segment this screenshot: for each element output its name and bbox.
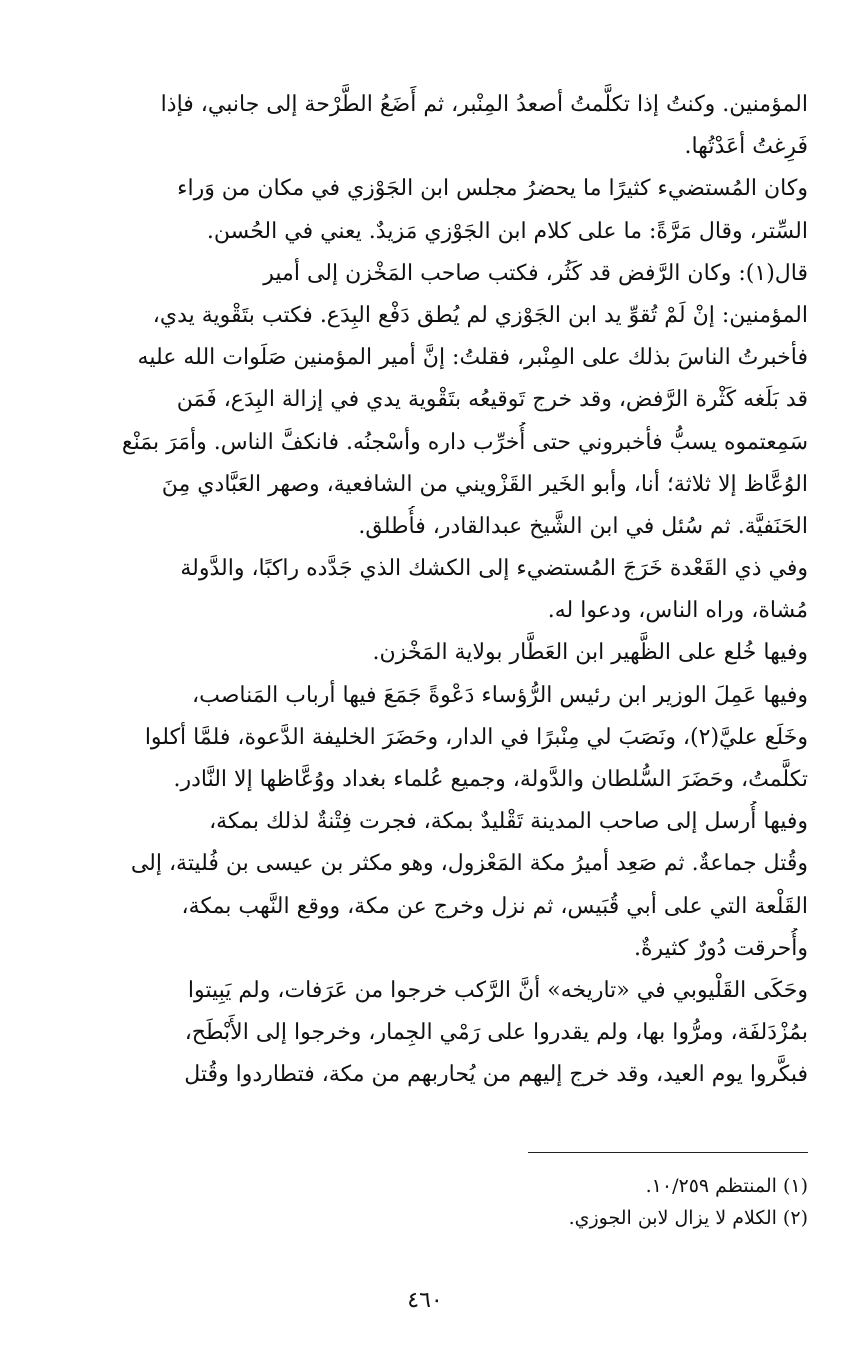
text-line: المؤمنين. وكنتُ إذا تكلَّمتُ أصعدُ المِنْبر، ثم أَضَعُ الطَّرْحة إلى جانبي، فإذا xyxy=(160,92,808,117)
text-line: وفيها أُرسل إلى صاحب المدينة تَقْليدٌ بمكة، فجرت فِتْنةٌ لذلك بمكة، xyxy=(209,809,808,835)
text-line: وحَكَى القَلْيوبي في «تاريخه» أنَّ الرَّكب خرجوا من عَرَفات، ولم يَبِيتوا xyxy=(187,977,808,1003)
text-line: وأُحرقت دُورٌ كثيرةٌ. xyxy=(633,935,808,961)
text-line: مُشاة، وراه الناس، ودعوا له. xyxy=(547,598,808,624)
text-line: السِّتر، وقال مَرَّةً: ما على كلام ابن الجَوْزي مَزيدٌ. يعني في الحُسن. xyxy=(206,218,808,244)
page-number: ٤٦٠ xyxy=(407,1288,443,1313)
text-line: وقُتل جماعةٌ. ثم صَعِد أميرُ مكة المَعْزول، وهو مكثر بن عيسى بن فُليتة، إلى xyxy=(130,851,808,877)
text-line: وخَلَع عليَّ(٢)، ونَصَبَ لي مِنْبرًا في الدار، وحَضَرَ الخليفة الدَّعوة، فلمَّا أكلوا xyxy=(144,724,808,750)
text-line: فبكَّروا يوم العيد، وقد خرج إليهم من يُحاربهم من مكة، فتطاردوا وقُتل xyxy=(184,1062,808,1088)
footnotes xyxy=(300,1170,808,1234)
text-line: تكلَّمتُ، وحَضَرَ السُّلطان والدَّولة، وجميع عُلماء بغداد ووُعَّاظها إلا النَّادر. xyxy=(173,767,808,792)
text-line: وكان المُستضيء كثيرًا ما يحضرُ مجلس ابن الجَوْزي في مكان من وَراء xyxy=(177,176,808,202)
text-line: المؤمنين: إنْ لَمْ تُقوِّ يد ابن الجَوْزي لم يُطق دَفْع البِدَع. فكتب بتَقْوية يدي، xyxy=(152,302,808,328)
footnote-item: (٢) الكلام لا يزال لابن الجوزي. xyxy=(568,1207,808,1229)
main-text xyxy=(40,84,808,1097)
text-line: وفيها عَمِلَ الوزير ابن رئيس الرُّؤساء دَعْوةً جَمَعَ فيها أرباب المَناصب، xyxy=(192,682,808,708)
text-line: سَمِعتموه يسبُّ فأخبروني حتى أُخرِّب داره وأسْجنُه. فانكفَّ الناس. وأمَرَ بمَنْع xyxy=(121,429,808,455)
text-line: وفيها خُلع على الظَّهير ابن العَطَّار بولاية المَخْزن. xyxy=(372,640,808,666)
text-line: فأخبرتُ الناسَ بذلك على المِنْبر، فقلتُ: إنَّ أمير المؤمنين صَلَوات الله عليه xyxy=(137,345,808,371)
text-line: الوُعَّاظ إلا ثلاثة؛ أنا، وأبو الخَير القَزْويني من الشافعية، وصهر العَبَّادي مِنَ xyxy=(161,471,808,497)
text-line: فَرِغتُ أعَدْتُها. xyxy=(684,134,808,160)
text-line: القَلْعة التي على أبي قُبَيس، ثم نزل وخرج عن مكة، ووقع النَّهب بمكة، xyxy=(181,893,808,919)
text-line: قد بَلَغه كَثْرة الرَّفض، وقد خرج تَوقيعُه بتَقْوية يدي في إزالة البِدَع، فَمَن xyxy=(176,387,808,413)
footnote-item: (١) المنتظم ١٠/٢٥٩. xyxy=(645,1175,808,1197)
text-line: قال(١): وكان الرَّفض قد كَثُر، فكتب صاحب المَخْزن إلى أمير xyxy=(263,260,808,286)
text-line: وفي ذي القَعْدة خَرَجَ المُستضيء إلى الكشك الذي جَدَّده راكبًا، والدَّولة xyxy=(180,556,808,582)
footnote-divider xyxy=(528,1152,808,1153)
text-line: بمُزْدَلفَة، ومرُّوا بها، ولم يقدروا على رَمْي الجِمار، وخرجوا إلى الأَبْطَح، xyxy=(184,1020,808,1046)
text-line: الحَنَفيَّة. ثم سُئل في ابن الشَّيخ عبدالقادر، فأُطلق. xyxy=(358,513,808,539)
